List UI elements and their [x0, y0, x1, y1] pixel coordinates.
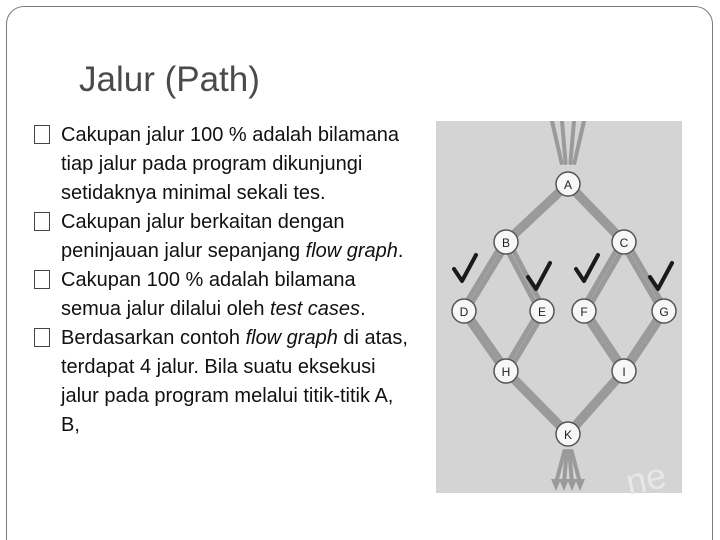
graph-node-label: D	[459, 305, 469, 319]
graph-node-label: K	[563, 428, 573, 442]
bullet-item	[34, 266, 414, 324]
graph-node-label: G	[659, 305, 669, 319]
bullet-box-icon	[34, 125, 50, 144]
bullet-text-part: .	[397, 240, 404, 262]
bullet-text-italic: test cases	[270, 298, 361, 320]
graph-node-label: C	[619, 236, 629, 250]
bullet-text	[61, 124, 399, 204]
graph-node-label: E	[537, 305, 547, 319]
bullet-item	[34, 208, 414, 266]
bullet-item	[34, 324, 414, 440]
bullet-text	[61, 269, 366, 320]
graph-node-label: H	[501, 365, 511, 379]
graph-node-label: A	[563, 178, 573, 192]
bullet-text-part: Cakupan 100 % adalah bilamana semua jalur dilalui oleh	[61, 269, 356, 320]
bullet-text-italic: flow graph	[305, 240, 398, 262]
bullet-list	[34, 121, 414, 440]
bullet-text-part: .	[360, 298, 366, 320]
bullet-text-italic: flow graph	[245, 327, 338, 349]
bullet-box-icon	[34, 328, 50, 347]
bullet-text-part: Cakupan jalur 100 % adalah bilamana tiap jalur pada program dikunjungi setidaknya minimal sekali tes.	[61, 124, 400, 204]
bullet-text	[61, 211, 403, 262]
bullet-box-icon	[34, 270, 50, 289]
bullet-box-icon	[34, 212, 50, 231]
graph-node-label: B	[501, 236, 511, 250]
watermark-text: ne	[622, 454, 670, 503]
bullet-text-part: di atas, terdapat 4 jalur. Bila suatu eksekusi jalur pada program melalui titik-titik A, B,	[61, 327, 408, 436]
graph-node-label: I	[622, 365, 626, 379]
flow-graph-diagram	[436, 121, 682, 493]
bullet-text-part: Berdasarkan contoh	[61, 327, 246, 349]
slide-title: Jalur (Path)	[79, 60, 260, 99]
graph-node-label: F	[580, 305, 588, 319]
bullet-text	[61, 327, 408, 436]
exit-path-line	[564, 451, 567, 483]
bullet-text-part: Cakupan jalur berkaitan dengan peninjauan jalur sepanjang	[61, 211, 345, 262]
bullet-item	[34, 121, 414, 208]
